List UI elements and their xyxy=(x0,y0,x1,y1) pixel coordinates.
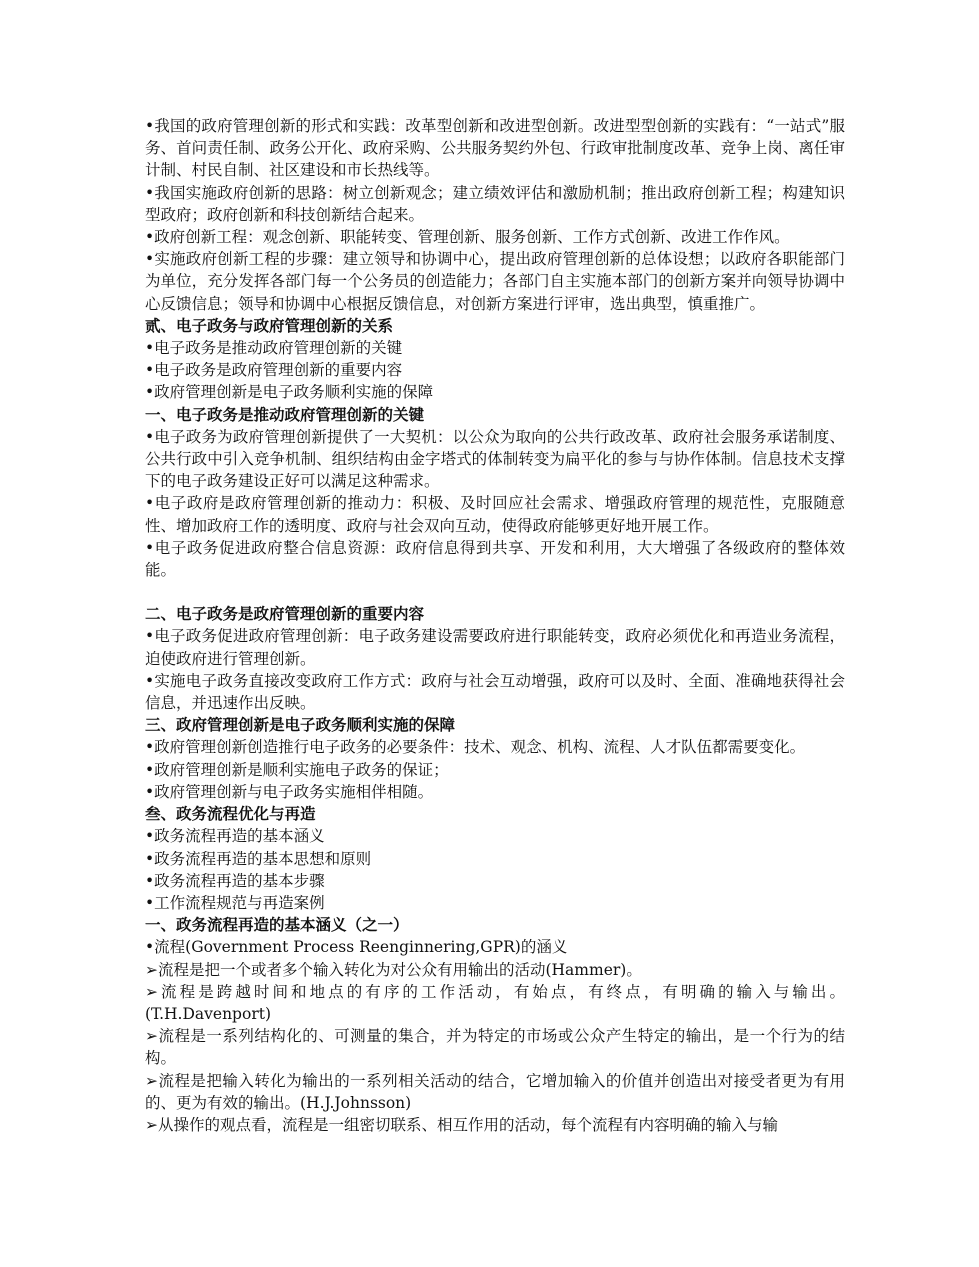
paragraph: •实施电子政务直接改变政府工作方式：政府与社会互动增强，政府可以及时、全面、准确地获得社会信息，并迅速作出反映。 xyxy=(145,671,845,713)
paragraph: •实施政府创新工程的步骤：建立领导和协调中心，提出政府管理创新的总体设想；以政府各职能部门为单位，充分发挥各部门每一个公务员的创造能力；各部门自主实施本部门的创新方案并向领导协调中心反馈信息；领导和协调中心根据反馈信息，对创新方案进行评审，选出典型，慎重推广。 xyxy=(145,250,845,313)
paragraph: •流程(Government Process Reenginnering,GPR)的涵义 xyxy=(145,938,568,957)
paragraph: ➢流程是把一个或者多个输入转化为对公众有用输出的活动(Hammer)。 xyxy=(145,960,642,979)
paragraph: ➢流程是把输入转化为输出的一系列相关活动的结合，它增加输入的价值并创造出对接受者更为有用的、更为有效的输出。(H.J.Johnsson) xyxy=(145,1071,845,1112)
paragraph: •我国的政府管理创新的形式和实践：改革型创新和改进型创新。改进型型创新的实践有：“一站式”服务、首问责任制、政务公开化、政府采购、公共服务契约外包、行政审批制度改革、竞争上岗、离任审计制、村民自制、社区建设和市长热线等。 xyxy=(145,117,845,180)
paragraph: •政府创新工程：观念创新、职能转变、管理创新、服务创新、工作方式创新、改进工作作风。 xyxy=(145,228,790,247)
section-heading: 贰、电子政务与政府管理创新的关系 xyxy=(145,316,394,335)
paragraph: •政务流程再造的基本涵义 xyxy=(145,827,325,846)
paragraph: •政务流程再造的基本步骤 xyxy=(145,871,325,890)
section-heading: 叁、政务流程优化与再造 xyxy=(145,805,316,824)
paragraph: •电子政务促进政府管理创新：电子政务建设需要政府进行职能转变，政府必须优化和再造业务流程，迫使政府进行管理创新。 xyxy=(145,627,845,668)
paragraph: ➢流程是一系列结构化的、可测量的集合，并为特定的市场或公众产生特定的输出，是一个行为的结构。 xyxy=(145,1027,845,1068)
paragraph: •政府管理创新是顺利实施电子政务的保证； xyxy=(145,760,449,779)
paragraph: •工作流程规范与再造案例 xyxy=(145,893,325,912)
paragraph: •电子政务是推动政府管理创新的关键 xyxy=(145,339,403,358)
paragraph: ➢从操作的观点看，流程是一组密切联系、相互作用的活动，每个流程有内容明确的输入与输 xyxy=(145,1115,778,1134)
paragraph: •电子政务是政府管理创新的重要内容 xyxy=(145,361,403,380)
paragraph: •电子政务促进政府整合信息资源：政府信息得到共享、开发和利用，大大增强了各级政府的整体效能。 xyxy=(145,538,845,580)
paragraph: •电子政府是政府管理创新的推动力：积极、及时回应社会需求、增强政府管理的规范性，克服随意性、增加政府工作的透明度、政府与社会双向互动，使得政府能够更好地开展工作。 xyxy=(145,494,845,535)
paragraph: •政务流程再造的基本思想和原则 xyxy=(145,849,372,868)
blank-line xyxy=(145,581,845,603)
paragraph: ➢流程是跨越时间和地点的有序的工作活动，有始点，有终点，有明确的输入与输出。(T.H.Davenport) xyxy=(145,982,845,1023)
paragraph: •政府管理创新创造推行电子政务的必要条件：技术、观念、机构、流程、人才队伍都需要变化。 xyxy=(145,738,806,757)
paragraph: •我国实施政府创新的思路：树立创新观念；建立绩效评估和激励机制；推出政府创新工程；构建知识型政府；政府创新和科技创新结合起来。 xyxy=(145,183,845,224)
paragraph: •电子政务为政府管理创新提供了一大契机：以公众为取向的公共行政改革、政府社会服务承诺制度、公共行政中引入竞争机制、组织结构由金字塔式的体制转变为扁平化的参与与协作体制。信息技术支撑下的电子政务建设正好可以满足这种需求。 xyxy=(145,427,845,491)
document-page xyxy=(145,115,845,1136)
section-heading: 二、电子政务是政府管理创新的重要内容 xyxy=(145,605,425,624)
section-heading: 一、政务流程再造的基本涵义（之一） xyxy=(145,916,409,935)
paragraph: •政府管理创新与电子政务实施相伴相随。 xyxy=(145,782,434,801)
section-heading: 一、电子政务是推动政府管理创新的关键 xyxy=(145,405,425,424)
paragraph: •政府管理创新是电子政务顺利实施的保障 xyxy=(145,383,434,402)
section-heading: 三、政府管理创新是电子政务顺利实施的保障 xyxy=(145,716,456,735)
